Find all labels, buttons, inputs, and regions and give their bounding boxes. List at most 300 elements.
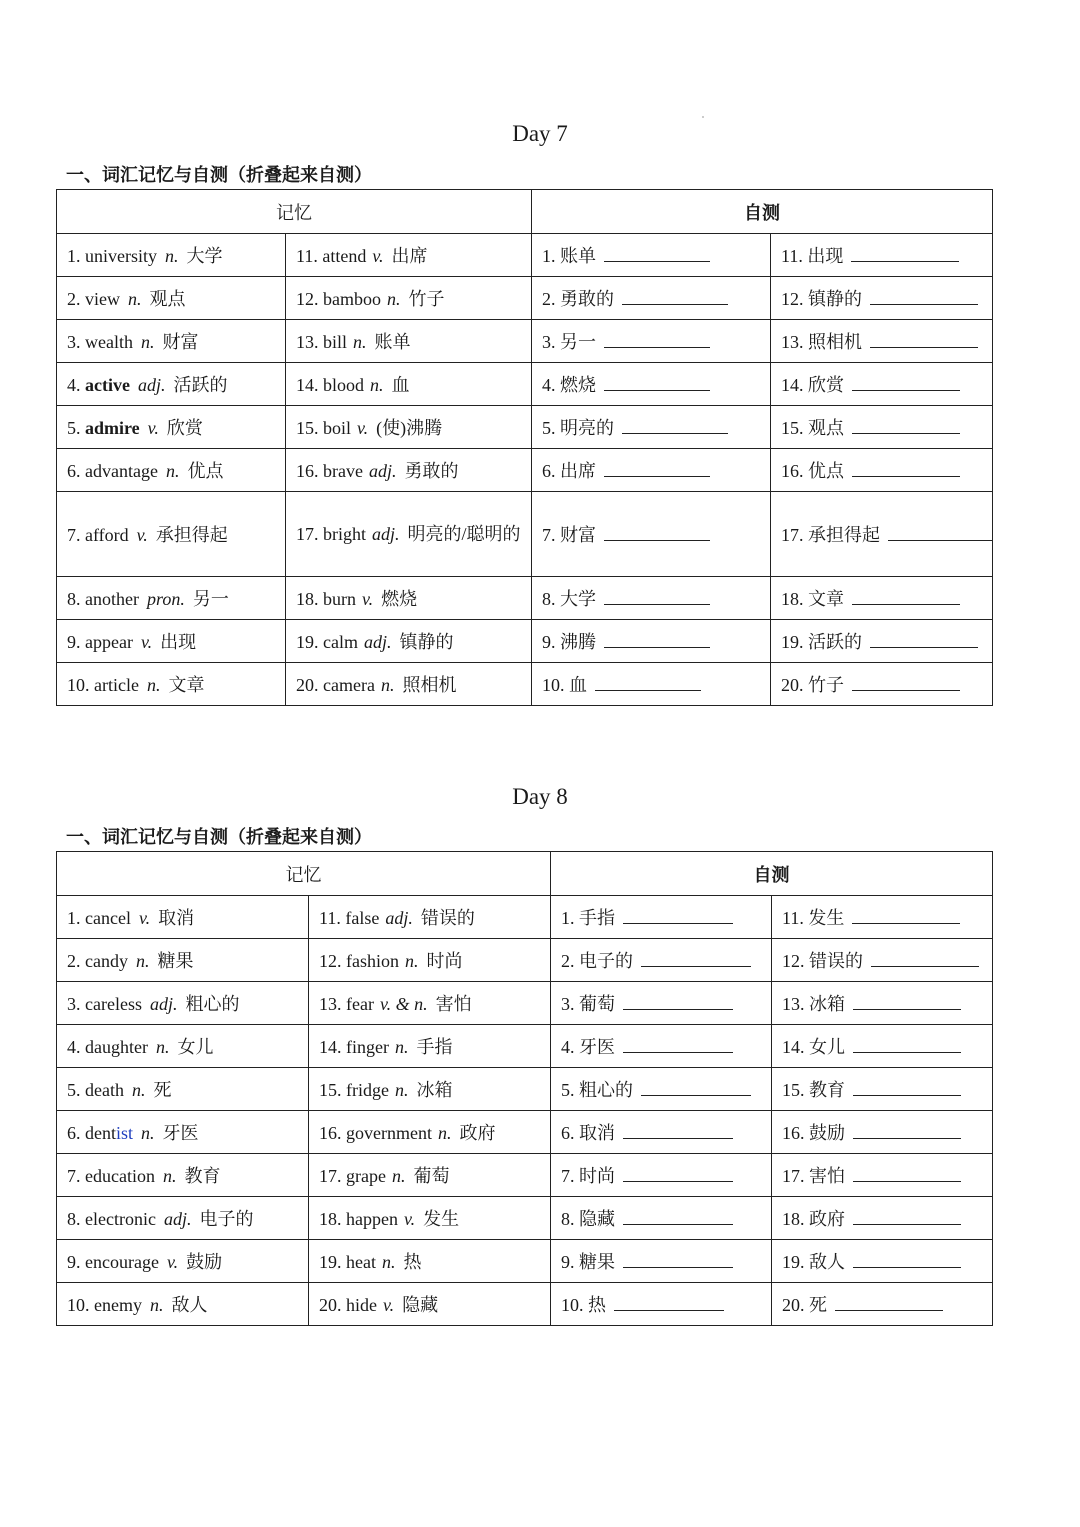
self-test-cell (532, 234, 771, 277)
part-of-speech: n. (370, 375, 384, 395)
self-test-cell (532, 406, 771, 449)
vocab-word-cell (309, 1240, 551, 1283)
chinese-meaning: (使)沸腾 (376, 418, 443, 438)
part-of-speech: n. (128, 289, 142, 309)
english-word: 19. heat (319, 1252, 376, 1272)
day8-title: Day 8 (512, 784, 568, 809)
english-word: 2. candy (67, 951, 128, 971)
part-of-speech: n. (149, 1295, 164, 1315)
self-test-cell (771, 620, 993, 663)
chinese-meaning: 血 (391, 375, 410, 395)
test-prompt: 15. 教育 (782, 1080, 845, 1100)
self-test-cell (771, 663, 993, 706)
table-row (57, 1068, 993, 1111)
chinese-meaning: 镇静的 (399, 632, 454, 652)
chinese-meaning: 账单 (374, 332, 411, 352)
test-prompt: 7. 财富 (542, 525, 596, 545)
chinese-meaning: 葡萄 (413, 1166, 450, 1186)
day7-vocab-table (56, 189, 993, 706)
part-of-speech: v. & n. (379, 994, 428, 1014)
test-prompt: 8. 大学 (542, 589, 596, 609)
answer-blank[interactable] (622, 288, 728, 305)
chinese-meaning: 害怕 (435, 994, 472, 1014)
table-row (57, 663, 993, 706)
test-prompt: 10. 血 (542, 675, 587, 695)
answer-blank[interactable] (604, 460, 710, 477)
answer-blank[interactable] (852, 674, 960, 691)
vocab-word-cell (57, 1111, 309, 1154)
self-test-cell (551, 1283, 772, 1326)
self-test-cell (772, 982, 993, 1025)
word-number: 5. (67, 418, 85, 438)
table-row (57, 406, 993, 449)
test-prompt: 9. 糖果 (561, 1252, 615, 1272)
table-row (57, 1240, 993, 1283)
english-word: 20. hide (319, 1295, 377, 1315)
self-test-header: 自测 (551, 852, 993, 896)
chinese-meaning: 女儿 (177, 1037, 214, 1057)
answer-blank[interactable] (595, 674, 701, 691)
self-test-cell (771, 406, 993, 449)
table-row (57, 1283, 993, 1326)
english-word: 15. fridge (319, 1080, 389, 1100)
chinese-meaning: 另一 (192, 589, 229, 609)
memory-header: 记忆 (57, 852, 551, 896)
english-word: 10. article (67, 675, 139, 695)
vocab-word-cell (286, 577, 532, 620)
part-of-speech: n. (437, 1123, 452, 1143)
table-row (57, 1154, 993, 1197)
answer-blank[interactable] (623, 907, 733, 924)
self-test-cell (532, 320, 771, 363)
self-test-cell (532, 363, 771, 406)
english-word: 20. camera (296, 675, 375, 695)
chinese-meaning: 粗心的 (185, 994, 240, 1014)
answer-blank[interactable] (853, 1036, 961, 1053)
answer-blank[interactable] (870, 288, 978, 305)
word-emphasis: admire (85, 418, 140, 438)
chinese-meaning: 出现 (160, 632, 197, 652)
chinese-meaning: 发生 (423, 1209, 460, 1229)
vocab-word-cell (57, 234, 286, 277)
table-row (57, 577, 993, 620)
chinese-meaning: 政府 (459, 1123, 496, 1143)
answer-blank[interactable] (623, 1165, 733, 1182)
vocab-word-cell (57, 1283, 309, 1326)
answer-blank[interactable] (835, 1294, 943, 1311)
vocab-word-cell (286, 449, 532, 492)
memory-header: 记忆 (57, 190, 532, 234)
self-test-cell (551, 1068, 772, 1111)
english-word: 7. education (67, 1166, 155, 1186)
chinese-meaning: 活跃的 (173, 375, 228, 395)
self-test-cell (771, 363, 993, 406)
answer-blank[interactable] (614, 1294, 724, 1311)
self-test-cell (772, 1154, 993, 1197)
answer-blank[interactable] (853, 1251, 961, 1268)
self-test-cell (771, 577, 993, 620)
part-of-speech: n. (165, 461, 180, 481)
word-emphasis: ist (116, 1123, 134, 1143)
part-of-speech: v. (138, 908, 151, 928)
self-test-cell (551, 982, 772, 1025)
vocab-word-cell (286, 320, 532, 363)
test-prompt: 13. 照相机 (781, 332, 862, 352)
answer-blank[interactable] (870, 631, 978, 648)
part-of-speech: n. (155, 1037, 170, 1057)
answer-blank[interactable] (604, 588, 710, 605)
vocab-word-cell (309, 982, 551, 1025)
english-word: 4. daughter (67, 1037, 148, 1057)
self-test-cell (772, 896, 993, 939)
english-word: 11. attend (296, 246, 367, 266)
answer-blank[interactable] (853, 1122, 961, 1139)
vocab-word-cell (57, 620, 286, 663)
english-word: 8. another (67, 589, 139, 609)
test-prompt: 2. 电子的 (561, 951, 633, 971)
self-test-cell (771, 449, 993, 492)
answer-blank[interactable] (871, 950, 979, 967)
chinese-meaning: 照相机 (402, 675, 457, 695)
test-prompt: 7. 时尚 (561, 1166, 615, 1186)
test-prompt: 8. 隐藏 (561, 1209, 615, 1229)
chinese-meaning: 勇敢的 (404, 461, 459, 481)
vocab-word-cell (286, 620, 532, 663)
test-prompt: 14. 欣赏 (781, 375, 844, 395)
answer-blank[interactable] (851, 245, 959, 262)
self-test-cell (532, 277, 771, 320)
test-prompt: 12. 错误的 (782, 951, 863, 971)
self-test-cell (551, 1154, 772, 1197)
part-of-speech: adj. (149, 994, 178, 1014)
answer-blank[interactable] (641, 1079, 751, 1096)
self-test-header: 自测 (532, 190, 993, 234)
vocab-word-cell (309, 1197, 551, 1240)
part-of-speech: v. (147, 418, 159, 438)
english-word: 8. electronic (67, 1209, 156, 1229)
english-word: 16. brave (296, 461, 363, 481)
vocab-word-cell (57, 363, 286, 406)
vocab-word-cell (286, 492, 532, 577)
vocab-word-cell (309, 1068, 551, 1111)
test-prompt: 5. 明亮的 (542, 418, 614, 438)
vocab-word-cell (57, 1025, 309, 1068)
answer-blank[interactable] (888, 524, 993, 541)
answer-blank[interactable] (623, 1036, 733, 1053)
word-number: 6. dent (67, 1123, 116, 1143)
answer-blank[interactable] (623, 993, 733, 1010)
answer-blank[interactable] (641, 950, 751, 967)
english-word: 7. afford (67, 525, 129, 545)
answer-blank[interactable] (852, 460, 960, 477)
part-of-speech: n. (141, 1123, 155, 1143)
answer-blank[interactable] (853, 993, 961, 1010)
english-word: 14. finger (319, 1037, 389, 1057)
test-prompt: 3. 葡萄 (561, 994, 615, 1014)
self-test-cell (532, 620, 771, 663)
part-of-speech: v. (140, 632, 153, 652)
chinese-meaning: 明亮的/聪明的 (407, 524, 521, 544)
answer-blank[interactable] (604, 245, 710, 262)
test-prompt: 12. 镇静的 (781, 289, 862, 309)
english-word: 11. false (319, 908, 380, 928)
part-of-speech: v. (357, 418, 369, 438)
part-of-speech: n. (394, 1037, 409, 1057)
part-of-speech: v. (372, 246, 384, 266)
part-of-speech: adj. (368, 461, 397, 481)
answer-blank[interactable] (623, 1208, 733, 1225)
english-word: 1. cancel (67, 908, 131, 928)
vocab-word-cell (57, 896, 309, 939)
chinese-meaning: 取消 (158, 908, 195, 928)
english-word: 14. blood (296, 375, 365, 395)
test-prompt: 4. 牙医 (561, 1037, 615, 1057)
part-of-speech: adj. (163, 1209, 192, 1229)
vocab-word-cell (286, 406, 532, 449)
chinese-meaning: 承担得起 (155, 525, 228, 545)
vocab-word-cell (57, 1154, 309, 1197)
chinese-meaning: 错误的 (420, 908, 475, 928)
self-test-cell (772, 1068, 993, 1111)
english-word: 3. careless (67, 994, 142, 1014)
answer-blank[interactable] (604, 631, 710, 648)
english-word: 9. encourage (67, 1252, 159, 1272)
test-prompt: 20. 死 (782, 1295, 827, 1315)
test-prompt: 19. 敌人 (782, 1252, 845, 1272)
answer-blank[interactable] (623, 1251, 733, 1268)
english-word: 6. advantage (67, 461, 158, 481)
vocab-word-cell (286, 363, 532, 406)
part-of-speech: n. (165, 246, 179, 266)
test-prompt: 10. 热 (561, 1295, 606, 1315)
part-of-speech: adj. (363, 632, 392, 652)
english-word: 15. boil (296, 418, 352, 438)
english-word: 18. burn (296, 589, 356, 609)
answer-blank[interactable] (852, 907, 960, 924)
vocab-word-cell (309, 1154, 551, 1197)
part-of-speech: n. (146, 675, 161, 695)
test-prompt: 6. 取消 (561, 1123, 615, 1143)
part-of-speech: v. (136, 525, 148, 545)
test-prompt: 20. 竹子 (781, 675, 844, 695)
chinese-meaning: 死 (153, 1080, 172, 1100)
part-of-speech: n. (381, 1252, 396, 1272)
vocab-word-cell (309, 896, 551, 939)
test-prompt: 14. 女儿 (782, 1037, 845, 1057)
word-emphasis: active (85, 375, 130, 395)
self-test-cell (771, 277, 993, 320)
vocab-word-cell (57, 406, 286, 449)
self-test-cell (532, 663, 771, 706)
self-test-cell (772, 1025, 993, 1068)
table-row (57, 449, 993, 492)
chinese-meaning: 教育 (184, 1166, 221, 1186)
table-row (57, 1197, 993, 1240)
chinese-meaning: 隐藏 (402, 1295, 439, 1315)
vocab-word-cell (57, 277, 286, 320)
vocab-word-cell (57, 449, 286, 492)
answer-blank[interactable] (852, 374, 960, 391)
table-row (57, 234, 993, 277)
part-of-speech: pron. (146, 589, 185, 609)
self-test-cell (551, 1197, 772, 1240)
vocab-word-cell (286, 663, 532, 706)
english-word: 16. government (319, 1123, 432, 1143)
vocab-word-cell (57, 1068, 309, 1111)
vocab-word-cell (286, 234, 532, 277)
answer-blank[interactable] (623, 1122, 733, 1139)
test-prompt: 16. 鼓励 (782, 1123, 845, 1143)
chinese-meaning: 优点 (187, 461, 224, 481)
english-word: 12. fashion (319, 951, 399, 971)
vocab-word-cell (286, 277, 532, 320)
part-of-speech: n. (140, 332, 155, 352)
test-prompt: 5. 粗心的 (561, 1080, 633, 1100)
chinese-meaning: 观点 (149, 289, 186, 309)
test-prompt: 1. 手指 (561, 908, 615, 928)
table-row (57, 320, 993, 363)
english-word: 10. enemy (67, 1295, 142, 1315)
answer-blank[interactable] (604, 524, 710, 541)
vocab-word-cell (309, 1283, 551, 1326)
part-of-speech: n. (391, 1166, 406, 1186)
part-of-speech: v. (383, 1295, 395, 1315)
self-test-cell (551, 939, 772, 982)
self-test-cell (551, 1025, 772, 1068)
english-word: 1. university (67, 246, 157, 266)
part-of-speech: v. (403, 1209, 416, 1229)
chinese-meaning: 竹子 (408, 289, 445, 309)
english-word: 17. grape (319, 1166, 386, 1186)
english-word: 9. appear (67, 632, 133, 652)
test-prompt: 11. 发生 (782, 908, 845, 928)
self-test-cell (772, 1240, 993, 1283)
table-row (57, 1025, 993, 1068)
part-of-speech: n. (131, 1080, 146, 1100)
chinese-meaning: 冰箱 (416, 1080, 453, 1100)
self-test-cell (532, 577, 771, 620)
table-row (57, 896, 993, 939)
chinese-meaning: 大学 (186, 246, 223, 266)
vocab-word-cell (57, 577, 286, 620)
answer-blank[interactable] (852, 417, 960, 434)
self-test-cell (551, 1240, 772, 1283)
test-prompt: 13. 冰箱 (782, 994, 845, 1014)
self-test-cell (551, 1111, 772, 1154)
test-prompt: 17. 承担得起 (781, 525, 880, 545)
english-word: 3. wealth (67, 332, 133, 352)
answer-blank[interactable] (604, 331, 710, 348)
self-test-cell (771, 320, 993, 363)
day7-title: Day 7 (512, 121, 568, 146)
test-prompt: 6. 出席 (542, 461, 596, 481)
test-prompt: 2. 勇敢的 (542, 289, 614, 309)
self-test-cell (772, 1197, 993, 1240)
test-prompt: 4. 燃烧 (542, 375, 596, 395)
english-word: 13. fear (319, 994, 374, 1014)
english-word: 12. bamboo (296, 289, 381, 309)
vocab-word-cell (309, 1025, 551, 1068)
english-word: 19. calm (296, 632, 358, 652)
chinese-meaning: 敌人 (171, 1295, 208, 1315)
answer-blank[interactable] (622, 417, 728, 434)
table-row (57, 620, 993, 663)
vocab-word-cell (57, 663, 286, 706)
answer-blank[interactable] (604, 374, 710, 391)
answer-blank[interactable] (853, 1165, 961, 1182)
chinese-meaning: 牙医 (162, 1123, 199, 1143)
vocab-word-cell (309, 939, 551, 982)
vocab-word-cell (57, 1197, 309, 1240)
chinese-meaning: 出席 (391, 246, 428, 266)
self-test-cell (551, 896, 772, 939)
chinese-meaning: 时尚 (426, 951, 463, 971)
vocab-word-cell (57, 320, 286, 363)
part-of-speech: n. (387, 289, 401, 309)
chinese-meaning: 热 (403, 1252, 422, 1272)
part-of-speech: n. (394, 1080, 409, 1100)
chinese-meaning: 鼓励 (186, 1252, 223, 1272)
self-test-cell (772, 939, 993, 982)
test-prompt: 16. 优点 (781, 461, 844, 481)
part-of-speech: n. (353, 332, 367, 352)
test-prompt: 9. 沸腾 (542, 632, 596, 652)
part-of-speech: n. (162, 1166, 177, 1186)
self-test-cell (532, 492, 771, 577)
day8-vocab-table (56, 851, 993, 1326)
english-word: 18. happen (319, 1209, 398, 1229)
vocab-word-cell (57, 939, 309, 982)
answer-blank[interactable] (870, 331, 978, 348)
part-of-speech: v. (166, 1252, 179, 1272)
part-of-speech: adj. (385, 908, 413, 928)
word-number: 4. (67, 375, 85, 395)
chinese-meaning: 欣赏 (166, 418, 203, 438)
part-of-speech: adj. (372, 524, 400, 544)
vocab-word-cell (57, 982, 309, 1025)
table-row (57, 939, 993, 982)
part-of-speech: n. (380, 675, 395, 695)
self-test-cell (771, 234, 993, 277)
vocab-word-cell (57, 1240, 309, 1283)
part-of-speech: adj. (137, 375, 166, 395)
english-word: 2. view (67, 289, 120, 309)
english-word: 13. bill (296, 332, 348, 352)
chinese-meaning: 手指 (416, 1037, 453, 1057)
answer-blank[interactable] (853, 1079, 961, 1096)
test-prompt: 19. 活跃的 (781, 632, 862, 652)
test-prompt: 17. 害怕 (782, 1166, 845, 1186)
vocab-word-cell (57, 492, 286, 577)
test-prompt: 15. 观点 (781, 418, 844, 438)
vocab-word-cell (309, 1111, 551, 1154)
part-of-speech: n. (405, 951, 419, 971)
day8-section-title: 一、词汇记忆与自测（折叠起来自测） (66, 827, 372, 848)
test-prompt: 18. 政府 (782, 1209, 845, 1229)
self-test-cell (772, 1111, 993, 1154)
english-word: 5. death (67, 1080, 124, 1100)
chinese-meaning: 电子的 (199, 1209, 254, 1229)
scan-dot (702, 116, 704, 118)
self-test-cell (532, 449, 771, 492)
answer-blank[interactable] (852, 588, 960, 605)
answer-blank[interactable] (853, 1208, 961, 1225)
test-prompt: 3. 另一 (542, 332, 596, 352)
test-prompt: 18. 文章 (781, 589, 844, 609)
chinese-meaning: 文章 (168, 675, 205, 695)
test-prompt: 1. 账单 (542, 246, 596, 266)
self-test-cell (772, 1283, 993, 1326)
